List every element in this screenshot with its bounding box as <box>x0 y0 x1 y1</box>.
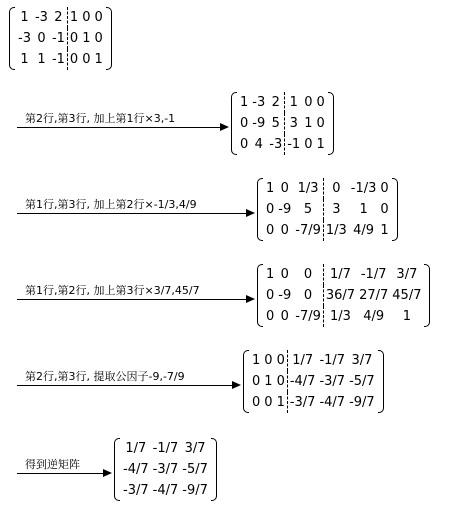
matrix-cell: 0 <box>252 395 261 410</box>
matrix-row <box>243 392 384 413</box>
step-1-arrow <box>17 110 229 130</box>
matrix-cell: -3 <box>252 95 266 110</box>
matrix-inverse-result <box>114 438 217 501</box>
matrix-step-3 <box>257 264 430 327</box>
matrix-cell: 1 <box>359 202 368 217</box>
matrix-cell: 0 <box>303 267 313 282</box>
matrix-cell: 1/7 <box>287 350 317 371</box>
matrix-cell: 0 <box>94 10 103 25</box>
matrix-cell: 0 <box>67 49 80 70</box>
matrix-cell: 1 <box>94 52 103 67</box>
arrow-shaft <box>17 299 247 300</box>
matrix-cell: 0 <box>280 267 289 282</box>
arrow-shaft <box>17 127 221 128</box>
step-5-label: 得到逆矩阵 <box>25 458 80 471</box>
matrix-cell: 0 <box>316 95 325 110</box>
matrix-cell: -9/7 <box>182 483 208 498</box>
matrix-cell: 0 <box>240 137 249 152</box>
matrix-cell: 0 <box>380 202 389 217</box>
matrix-cell: 1/3 <box>323 220 348 241</box>
matrix-cell: 3/7 <box>396 267 418 282</box>
matrix-cell: 0 <box>304 95 313 110</box>
matrix-cell: 0 <box>67 28 80 49</box>
matrix-cell: 0 <box>266 309 275 324</box>
matrix-cell: 0 <box>240 116 249 131</box>
matrix-cell: -3/7 <box>319 374 346 389</box>
matrix-cell: -9 <box>278 288 292 303</box>
step-3-label: 第1行,第2行, 加上第3行×3/7,45/7 <box>25 284 200 297</box>
matrix-cell: -3 <box>18 31 31 46</box>
matrix-row <box>257 285 430 306</box>
matrix-cell: 5 <box>303 202 313 217</box>
matrix-cell: 1 <box>276 395 285 410</box>
matrix-cell: -7/9 <box>295 223 321 238</box>
matrix-cell: -1/3 <box>350 181 377 196</box>
matrix-cell: 4/9 <box>363 309 385 324</box>
matrix-row <box>231 92 334 113</box>
matrix-cell: 1/3 <box>323 306 357 327</box>
matrix-row <box>9 28 112 49</box>
matrix-cell: 5 <box>271 116 280 131</box>
step-2-label: 第1行,第3行, 加上第2行×-1/3,4/9 <box>25 198 197 211</box>
matrix-cell: 1 <box>402 309 412 324</box>
matrix-cell: -3/7 <box>287 392 317 413</box>
matrix-cell: -1 <box>51 31 65 46</box>
matrix-row <box>231 113 334 134</box>
matrix-cell: 0 <box>280 181 289 196</box>
matrix-cell: 0 <box>266 288 275 303</box>
step-1-label: 第2行,第3行, 加上第1行×3,-1 <box>25 112 176 125</box>
matrix-row <box>114 459 217 480</box>
matrix-cell: 1/3 <box>297 181 319 196</box>
matrix-cell: 3 <box>285 113 302 134</box>
matrix-cell: 0 <box>280 223 289 238</box>
matrix-cell: -5/7 <box>182 462 208 477</box>
matrix-cell: 0 <box>266 223 275 238</box>
matrix-cell: 1 <box>82 31 91 46</box>
matrix-cell: 1 <box>304 116 313 131</box>
matrix-cell: -7/9 <box>295 309 321 324</box>
matrix-row <box>243 371 384 392</box>
matrix-row <box>257 220 398 241</box>
arrow-head-icon <box>103 469 112 477</box>
step-3-arrow <box>17 282 255 302</box>
matrix-cell: -1/7 <box>360 267 387 282</box>
matrix-cell: 1 <box>316 137 325 152</box>
matrix-cell: 0 <box>380 181 389 196</box>
matrix-cell: 2 <box>54 10 63 25</box>
matrix-cell: 3/7 <box>351 353 373 368</box>
matrix-cell: 0 <box>276 374 285 389</box>
matrix-cell: -1/7 <box>152 441 179 456</box>
matrix-cell: 3 <box>323 199 348 220</box>
arrow-shaft <box>17 213 247 214</box>
arrow-shaft <box>17 385 233 386</box>
matrix-cell: 27/7 <box>359 288 389 303</box>
matrix-cell: 0 <box>37 31 46 46</box>
matrix-cell: 1/7 <box>125 441 147 456</box>
matrix-cell: 0 <box>264 353 273 368</box>
matrix-cell: -4/7 <box>152 483 179 498</box>
matrix-cell: 0 <box>316 116 325 131</box>
matrix-cell: 1 <box>67 7 80 28</box>
matrix-step-1 <box>231 92 334 155</box>
matrix-cell: 2 <box>271 95 280 110</box>
matrix-cell: -4/7 <box>287 371 317 392</box>
matrix-cell: -3 <box>34 10 48 25</box>
matrix-cell: 4 <box>254 137 263 152</box>
step-4-label: 第2行,第3行, 提取公因子-9,-7/9 <box>25 370 185 383</box>
matrix-cell: 1 <box>20 52 29 67</box>
matrix-cell: -9 <box>252 116 266 131</box>
matrix-cell: 4/9 <box>353 223 375 238</box>
arrow-head-icon <box>246 209 255 217</box>
matrix-cell: 0 <box>303 288 313 303</box>
matrix-cell: 0 <box>323 178 348 199</box>
matrix-cell: -1 <box>51 52 65 67</box>
matrix-step-4 <box>243 350 384 413</box>
matrix-cell: -4/7 <box>123 462 149 477</box>
matrix-cell: -3/7 <box>123 483 149 498</box>
matrix-cell: 0 <box>82 52 91 67</box>
matrix-row <box>243 350 384 371</box>
matrix-original-augmented <box>9 7 112 70</box>
matrix-cell: 0 <box>276 353 285 368</box>
matrix-cell: 0 <box>94 31 103 46</box>
matrix-cell: 1 <box>252 353 261 368</box>
matrix-step-2 <box>257 178 398 241</box>
matrix-row <box>114 480 217 501</box>
matrix-cell: 0 <box>266 202 275 217</box>
matrix-cell: 1 <box>264 374 273 389</box>
step-2-arrow <box>17 196 255 216</box>
matrix-row <box>9 49 112 70</box>
matrix-row <box>257 306 430 327</box>
matrix-cell: 36/7 <box>323 285 357 306</box>
matrix-cell: -1 <box>285 134 302 155</box>
matrix-cell: 45/7 <box>392 288 422 303</box>
matrix-cell: 1 <box>380 223 389 238</box>
matrix-cell: 0 <box>252 374 261 389</box>
matrix-cell: 1 <box>285 92 302 113</box>
matrix-row <box>114 438 217 459</box>
matrix-cell: 1 <box>266 267 275 282</box>
matrix-cell: 3/7 <box>184 441 206 456</box>
matrix-row <box>257 199 398 220</box>
matrix-cell: 1 <box>266 181 275 196</box>
matrix-cell: -9 <box>278 202 292 217</box>
arrow-head-icon <box>232 381 241 389</box>
matrix-row <box>9 7 112 28</box>
matrix-cell: 0 <box>304 137 313 152</box>
step-5-arrow <box>17 456 112 476</box>
matrix-cell: -4/7 <box>319 395 346 410</box>
arrow-head-icon <box>220 123 229 131</box>
matrix-cell: 1 <box>37 52 46 67</box>
arrow-head-icon <box>246 295 255 303</box>
matrix-cell: 1 <box>240 95 249 110</box>
matrix-cell: -3/7 <box>152 462 179 477</box>
matrix-row <box>257 264 430 285</box>
matrix-cell: 1 <box>20 10 29 25</box>
matrix-cell: -1/7 <box>319 353 346 368</box>
matrix-cell: 0 <box>82 10 91 25</box>
matrix-cell: 0 <box>264 395 273 410</box>
matrix-cell: -5/7 <box>349 374 375 389</box>
matrix-cell: -3 <box>269 137 283 152</box>
matrix-row <box>231 134 334 155</box>
step-4-arrow <box>17 368 241 388</box>
matrix-row <box>257 178 398 199</box>
arrow-shaft <box>17 473 104 474</box>
matrix-cell: 1/7 <box>323 264 357 285</box>
matrix-cell: 0 <box>280 309 289 324</box>
matrix-cell: -9/7 <box>349 395 375 410</box>
